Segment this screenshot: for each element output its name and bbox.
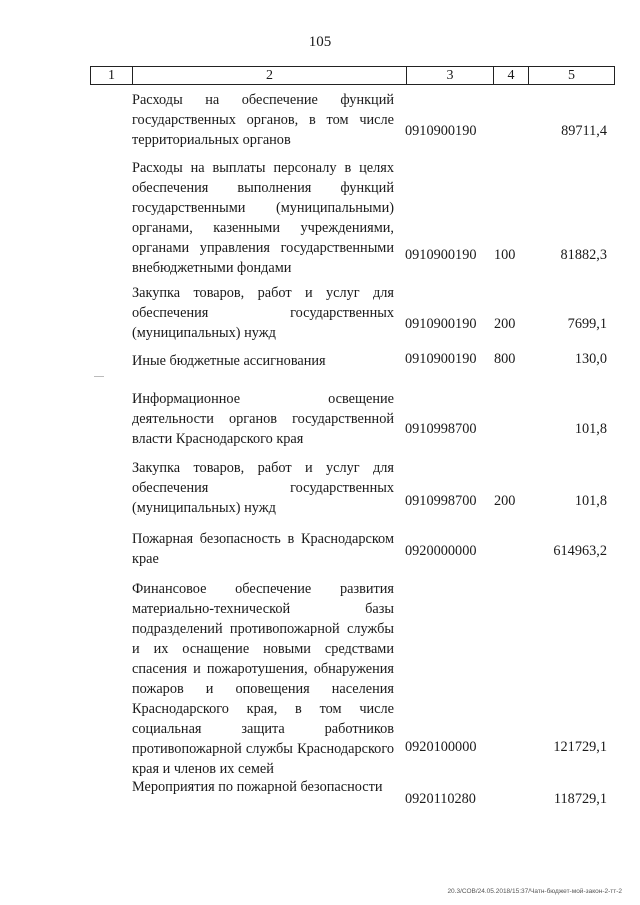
row-amount: 89711,4 — [561, 123, 607, 139]
column-header-1: 1 — [91, 67, 133, 85]
column-header-4: 4 — [494, 67, 529, 85]
row-amount: 7699,1 — [567, 316, 607, 332]
column-header-5: 5 — [529, 67, 615, 85]
row-description: Иные бюджетные ассигнования — [132, 353, 326, 369]
row-description: Расходы на выплаты персоналу в целях обеспечения выполнения функций государственными (муниципальными) органами, казенными учреждениями, органами управления государственными внебюджетными фондами — [132, 160, 394, 276]
row-amount: 101,8 — [574, 421, 607, 437]
row-code: 0910900190 — [405, 247, 477, 263]
row-type: 200 — [494, 493, 516, 509]
row-description: Закупка товаров, работ и услуг для обеспечения государственных (муниципальных) нужд — [132, 285, 394, 341]
row-code: 0910900190 — [405, 123, 477, 139]
column-header-2: 2 — [133, 67, 407, 85]
footer-stamp: 20.3/СОВ/24.05.2018/15:37/Чатн-бюджет-мой-закон-2-тт-2 — [447, 888, 622, 895]
row-amount: 130,0 — [574, 351, 607, 367]
row-amount: 118729,1 — [553, 791, 607, 807]
column-header-3: 3 — [407, 67, 494, 85]
row-code: 0920110280 — [405, 791, 476, 807]
row-description: Закупка товаров, работ и услуг для обеспечения государственных (муниципальных) нужд — [132, 460, 394, 516]
page-number: 105 — [308, 34, 332, 50]
row-description: Финансовое обеспечение развития материально-технической базы подразделений противопожарной службы и их оснащение новыми средствами спасения и пожаротушения, обнаружения пожаров и оповещения населения Краснодарского края, в том числе социальная защита работников противопожарной службы Краснодарского края и членов их семей — [132, 581, 394, 777]
row-description: Мероприятия по пожарной безопасности — [132, 779, 383, 795]
row-amount: 101,8 — [574, 493, 607, 509]
row-description: Пожарная безопасность в Краснодарском крае — [132, 531, 394, 567]
row-amount: 614963,2 — [553, 543, 607, 559]
row-type: 100 — [494, 247, 516, 263]
row-amount: 121729,1 — [553, 739, 607, 755]
row-code: 0910998700 — [405, 493, 477, 509]
row-code: 0920000000 — [405, 543, 477, 559]
row-description: Информационное освещение деятельности органов государственной власти Краснодарского края — [132, 391, 394, 447]
row-code: 0910900190 — [405, 351, 477, 367]
row-amount: 81882,3 — [560, 247, 607, 263]
row-code: 0910998700 — [405, 421, 477, 437]
row-code: 0910900190 — [405, 316, 477, 332]
row-description: Расходы на обеспечение функций государственных органов, в том числе территориальных органов — [132, 92, 394, 148]
row-code: 0920100000 — [405, 739, 477, 755]
row-type: 800 — [494, 351, 516, 367]
row-type: 200 — [494, 316, 516, 332]
